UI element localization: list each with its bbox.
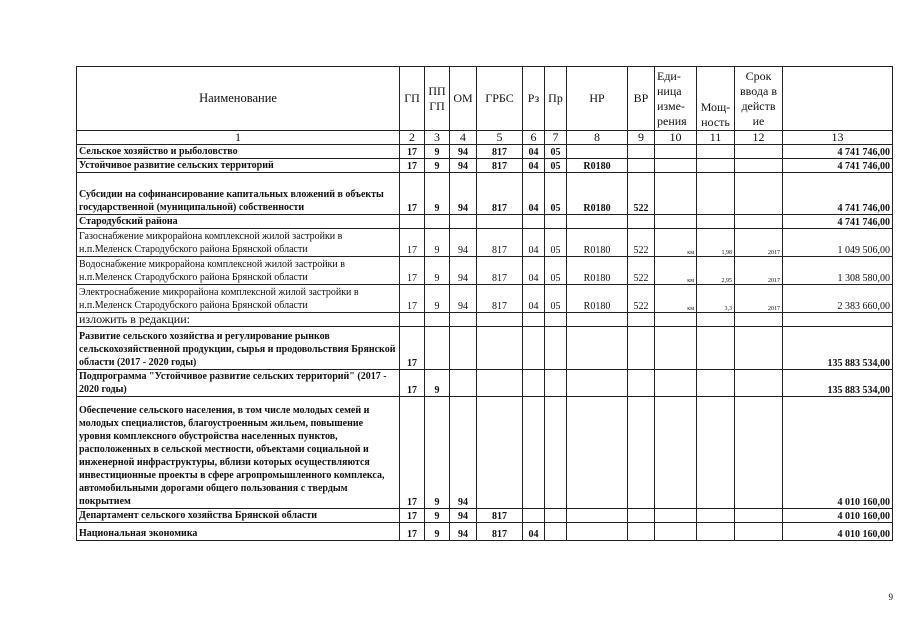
row-ppgp (425, 327, 450, 370)
budget-table-sheet (76, 66, 892, 541)
row-grbs (477, 397, 523, 509)
row-amount: 1 049 506,00 (783, 229, 893, 257)
header-ppgp: ПП ГП (425, 67, 450, 131)
row-power (697, 159, 735, 173)
table-row (77, 145, 893, 159)
row-name: изложить в редакции: (77, 313, 400, 327)
row-pr (545, 215, 567, 229)
row-name: Водоснабжение микрорайона комплексной жилой застройки в н.п.Меленск Стародубского района Брянской области (77, 257, 400, 285)
header-term: Срок ввода в действ ие (735, 67, 783, 131)
header-row (77, 67, 893, 131)
row-grbs (477, 370, 523, 397)
table-row (77, 327, 893, 370)
row-vr (628, 159, 655, 173)
row-om: 94 (450, 509, 477, 523)
row-power (697, 145, 735, 159)
table-row (77, 159, 893, 173)
col-number: 3 (425, 131, 450, 145)
row-gp (400, 313, 425, 327)
row-power (697, 313, 735, 327)
row-power (697, 327, 735, 370)
row-term: 2017 (735, 285, 783, 313)
row-term (735, 370, 783, 397)
row-rz (523, 509, 545, 523)
row-pr (545, 313, 567, 327)
header-om: ОМ (450, 67, 477, 131)
table-row (77, 215, 893, 229)
row-np: R0180 (567, 257, 628, 285)
row-pr: 05 (545, 173, 567, 215)
row-amount (783, 313, 893, 327)
row-amount: 4 741 746,00 (783, 159, 893, 173)
row-vr (628, 397, 655, 509)
row-unit (655, 397, 697, 509)
row-gp: 17 (400, 257, 425, 285)
row-ppgp: 9 (425, 509, 450, 523)
row-term (735, 523, 783, 541)
row-gp: 17 (400, 173, 425, 215)
row-rz: 04 (523, 229, 545, 257)
table-row (77, 313, 893, 327)
row-gp: 17 (400, 523, 425, 541)
row-power (697, 523, 735, 541)
row-rz: 04 (523, 257, 545, 285)
budget-table (76, 66, 893, 541)
row-ppgp: 9 (425, 370, 450, 397)
row-pr (545, 509, 567, 523)
row-ppgp (425, 215, 450, 229)
row-power: 2,95 (697, 257, 735, 285)
col-number: 7 (545, 131, 567, 145)
row-vr: 522 (628, 173, 655, 215)
row-rz (523, 313, 545, 327)
row-gp: 17 (400, 327, 425, 370)
header-rz: Рз (523, 67, 545, 131)
row-unit (655, 509, 697, 523)
row-name: Национальная экономика (77, 523, 400, 541)
row-name: Департамент сельского хозяйства Брянской области (77, 509, 400, 523)
row-rz: 04 (523, 159, 545, 173)
row-om: 94 (450, 173, 477, 215)
row-grbs: 817 (477, 145, 523, 159)
row-grbs: 817 (477, 509, 523, 523)
row-term (735, 509, 783, 523)
row-grbs: 817 (477, 523, 523, 541)
row-ppgp: 9 (425, 159, 450, 173)
row-ppgp: 9 (425, 285, 450, 313)
row-grbs: 817 (477, 229, 523, 257)
row-ppgp: 9 (425, 145, 450, 159)
table-row (77, 257, 893, 285)
row-amount: 4 741 746,00 (783, 145, 893, 159)
table-row (77, 285, 893, 313)
row-np: R0180 (567, 159, 628, 173)
row-pr: 05 (545, 257, 567, 285)
col-number: 10 (655, 131, 697, 145)
row-term (735, 159, 783, 173)
row-grbs (477, 313, 523, 327)
row-rz: 04 (523, 145, 545, 159)
row-pr (545, 523, 567, 541)
row-gp: 17 (400, 509, 425, 523)
row-rz (523, 215, 545, 229)
row-amount: 4 010 160,00 (783, 397, 893, 509)
row-vr: 522 (628, 257, 655, 285)
row-power (697, 509, 735, 523)
row-pr: 05 (545, 145, 567, 159)
row-gp: 17 (400, 370, 425, 397)
row-unit: км (655, 285, 697, 313)
row-grbs (477, 215, 523, 229)
row-amount: 4 741 746,00 (783, 173, 893, 215)
row-np (567, 397, 628, 509)
row-np: R0180 (567, 229, 628, 257)
row-unit (655, 145, 697, 159)
col-number: 8 (567, 131, 628, 145)
table-row (77, 229, 893, 257)
row-power (697, 370, 735, 397)
row-om: 94 (450, 145, 477, 159)
row-name: Субсидии на софинансирование капитальных вложений в объекты государственной (муниципальной) собственности (77, 173, 400, 215)
row-rz: 04 (523, 173, 545, 215)
row-gp (400, 215, 425, 229)
row-om (450, 215, 477, 229)
row-rz (523, 370, 545, 397)
header-unit: Еди- ница изме- рения (655, 67, 697, 131)
row-grbs: 817 (477, 173, 523, 215)
header-power: Мощ- ность (697, 67, 735, 131)
header-np: НР (567, 67, 628, 131)
row-vr (628, 145, 655, 159)
row-name: Развитие сельского хозяйства и регулирование рынков сельскохозяйственной продукции, сырья и продовольствия Брянской области (2017 - 2020 годы) (77, 327, 400, 370)
row-name: Газоснабжение микрорайона комплексной жилой застройки в н.п.Меленск Стародубского района Брянской области (77, 229, 400, 257)
col-number: 12 (735, 131, 783, 145)
row-vr: 522 (628, 229, 655, 257)
col-number: 4 (450, 131, 477, 145)
row-term (735, 215, 783, 229)
row-om (450, 370, 477, 397)
row-name: Подпрограмма "Устойчивое развитие сельских территорий" (2017 - 2020 годы) (77, 370, 400, 397)
row-om (450, 313, 477, 327)
row-power (697, 397, 735, 509)
header-col13 (783, 67, 893, 131)
column-number-row (77, 131, 893, 145)
table-row (77, 173, 893, 215)
row-np (567, 313, 628, 327)
row-ppgp: 9 (425, 397, 450, 509)
table-row (77, 370, 893, 397)
row-np (567, 509, 628, 523)
row-power: 3,3 (697, 285, 735, 313)
col-number: 13 (783, 131, 893, 145)
row-vr (628, 215, 655, 229)
row-vr (628, 370, 655, 397)
row-om: 94 (450, 523, 477, 541)
col-number: 2 (400, 131, 425, 145)
row-om (450, 327, 477, 370)
row-unit (655, 215, 697, 229)
row-vr (628, 509, 655, 523)
row-np: R0180 (567, 173, 628, 215)
table-row (77, 509, 893, 523)
row-power (697, 173, 735, 215)
row-gp: 17 (400, 229, 425, 257)
col-number: 5 (477, 131, 523, 145)
row-name: Стародубский района (77, 215, 400, 229)
row-om: 94 (450, 257, 477, 285)
row-vr (628, 523, 655, 541)
row-pr: 05 (545, 159, 567, 173)
row-ppgp (425, 313, 450, 327)
row-term (735, 397, 783, 509)
row-vr (628, 313, 655, 327)
row-amount: 4 010 160,00 (783, 509, 893, 523)
row-unit (655, 313, 697, 327)
row-rz: 04 (523, 285, 545, 313)
row-pr: 05 (545, 229, 567, 257)
row-unit (655, 327, 697, 370)
row-ppgp: 9 (425, 229, 450, 257)
row-amount: 135 883 534,00 (783, 327, 893, 370)
row-rz (523, 397, 545, 509)
row-name: Устойчивое развитие сельских территорий (77, 159, 400, 173)
row-np (567, 523, 628, 541)
row-np (567, 370, 628, 397)
row-ppgp: 9 (425, 257, 450, 285)
table-row (77, 397, 893, 509)
row-name: Сельское хозяйство и рыболовство (77, 145, 400, 159)
row-name: Электроснабжение микрорайона комплексной жилой застройки в н.п.Меленск Стародубского района Брянской области (77, 285, 400, 313)
row-amount: 2 383 660,00 (783, 285, 893, 313)
row-rz: 04 (523, 523, 545, 541)
row-term (735, 327, 783, 370)
row-om: 94 (450, 397, 477, 509)
header-name: Наименование (77, 67, 400, 131)
row-term (735, 173, 783, 215)
row-unit: км (655, 229, 697, 257)
row-power (697, 215, 735, 229)
row-amount: 4 010 160,00 (783, 523, 893, 541)
row-pr: 05 (545, 285, 567, 313)
row-pr (545, 327, 567, 370)
header-pr: Пр (545, 67, 567, 131)
row-gp: 17 (400, 397, 425, 509)
col-number: 1 (77, 131, 400, 145)
col-number: 9 (628, 131, 655, 145)
row-vr: 522 (628, 285, 655, 313)
page-number: 9 (888, 592, 893, 602)
row-vr (628, 327, 655, 370)
row-term (735, 313, 783, 327)
row-unit (655, 523, 697, 541)
header-gp: ГП (400, 67, 425, 131)
row-term (735, 145, 783, 159)
row-unit (655, 159, 697, 173)
row-unit (655, 173, 697, 215)
header-vr: ВР (628, 67, 655, 131)
row-unit (655, 370, 697, 397)
row-term: 2017 (735, 229, 783, 257)
row-grbs: 817 (477, 285, 523, 313)
row-pr (545, 370, 567, 397)
row-np (567, 215, 628, 229)
row-np (567, 327, 628, 370)
row-om: 94 (450, 159, 477, 173)
row-gp: 17 (400, 159, 425, 173)
row-gp: 17 (400, 145, 425, 159)
header-grbs: ГРБС (477, 67, 523, 131)
col-number: 6 (523, 131, 545, 145)
row-unit: км (655, 257, 697, 285)
row-ppgp: 9 (425, 523, 450, 541)
row-amount: 4 741 746,00 (783, 215, 893, 229)
row-term: 2017 (735, 257, 783, 285)
row-grbs (477, 327, 523, 370)
row-ppgp: 9 (425, 173, 450, 215)
row-amount: 1 308 580,00 (783, 257, 893, 285)
row-np (567, 145, 628, 159)
row-grbs: 817 (477, 257, 523, 285)
row-pr (545, 397, 567, 509)
row-om: 94 (450, 229, 477, 257)
row-gp: 17 (400, 285, 425, 313)
row-power: 1,98 (697, 229, 735, 257)
row-om: 94 (450, 285, 477, 313)
row-grbs: 817 (477, 159, 523, 173)
row-np: R0180 (567, 285, 628, 313)
col-number: 11 (697, 131, 735, 145)
row-rz (523, 327, 545, 370)
row-amount: 135 883 534,00 (783, 370, 893, 397)
row-name: Обеспечение сельского населения, в том числе молодых семей и молодых специалистов, благоустроенным жильем, повышение уровня комплексного обустройства населенных пунктов, расположенных в сельской местности, объектами социальной и инженерной инфраструктуры, вблизи которых осуществляются инвестиционные проекты в сфере агропромышленного комплекса, автомобильными дорогами общего пользования с твердым покрытием (77, 397, 400, 509)
table-row (77, 523, 893, 541)
